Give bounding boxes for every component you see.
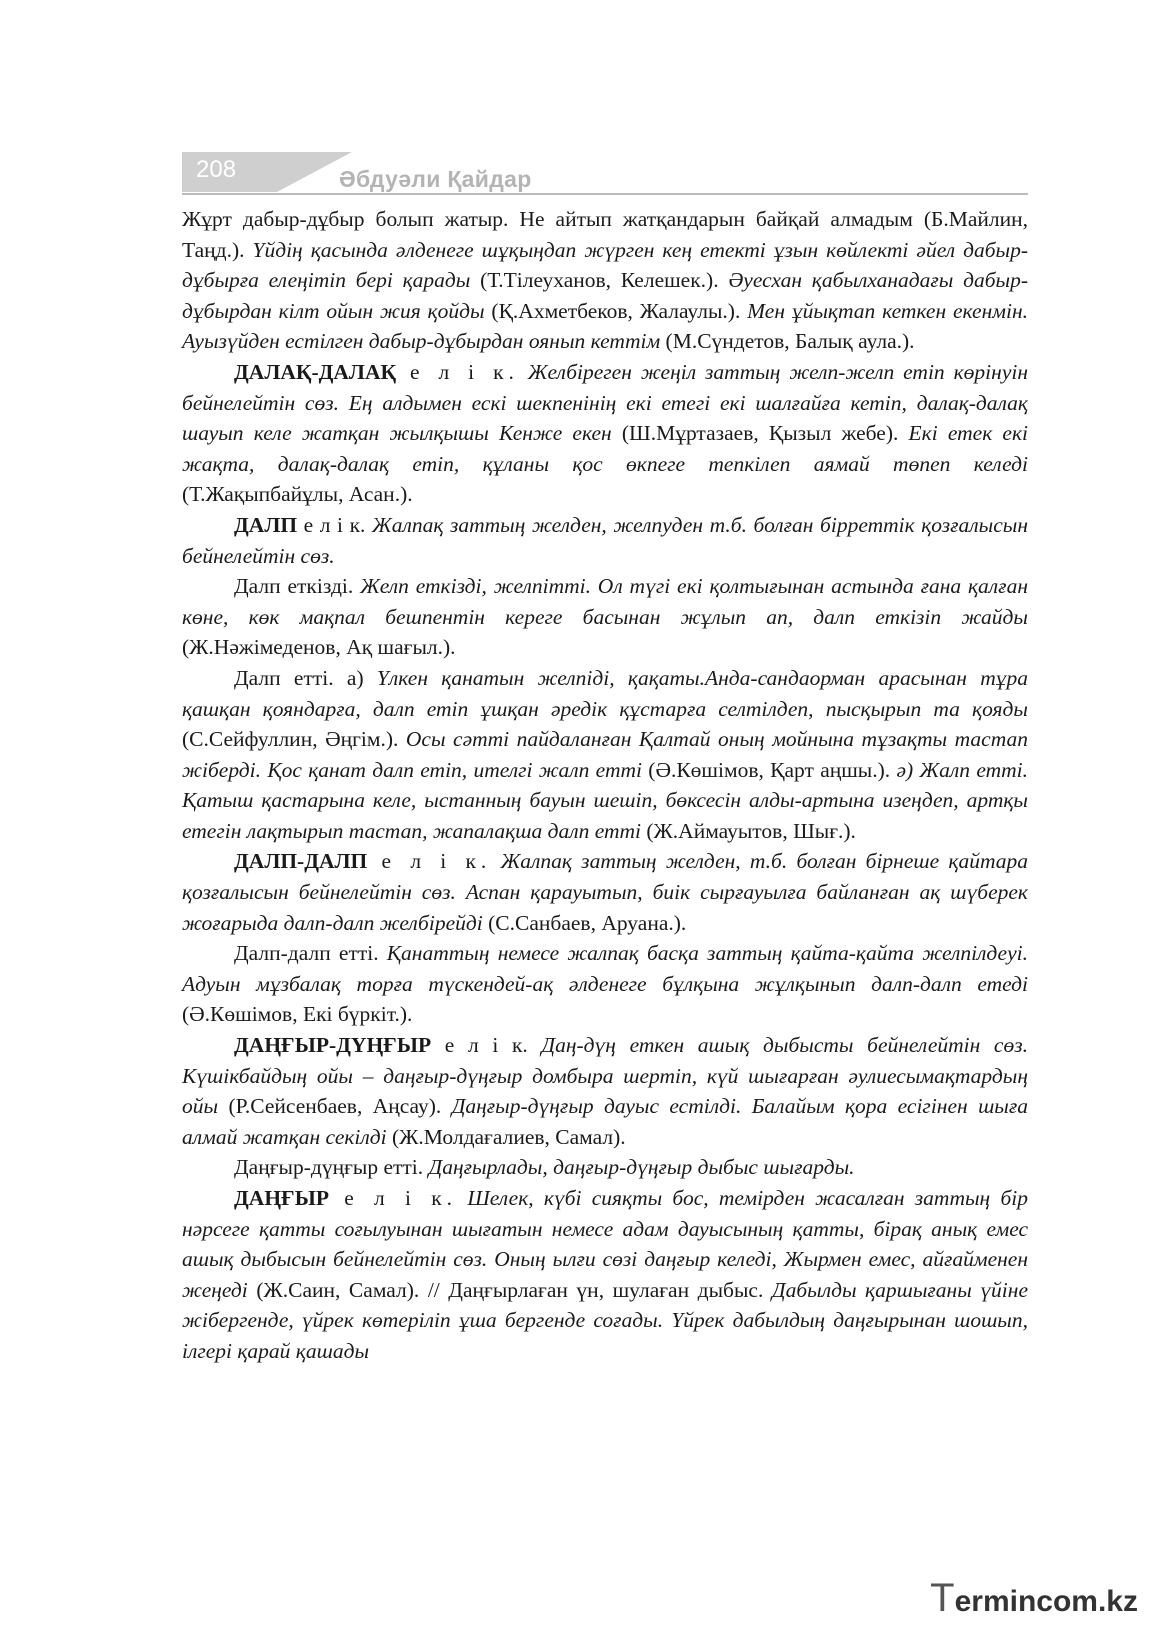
word-class-label: е л і к. [396,359,519,384]
text-run: (Қ.Ахметбеков, Жалаулы.). [484,298,748,323]
paragraph [182,663,1028,847]
book-author: Әбдуәли Қайдар [339,166,532,192]
paragraph [182,357,1028,510]
paragraph [182,846,1028,938]
text-run: Далп еткізді. [234,574,361,599]
italic-text: Осы сәтті пайдаланған Қалтай оның мойнына тұзақты тастап жіберді. Қос қанат далп етіп, ителгі жалп етті [182,727,1028,782]
paragraph [182,571,1028,663]
text-run: (Ш.Мұртазаев, Қызыл жебе). [611,421,909,446]
italic-text: ә) Жалп етті. Қатыш қастарына келе, ыстанның бауын шешіп, бөксесін алды-артына изеңдеп, артқы етегін лақтырып тастап, жапалақша далп етті [182,757,1028,843]
italic-text: Үлкен қанатын желпіді, қақаты.Анда-сандаорман арасынан тұра қашқан қояндарға, далп етіп ұшқан әредік құстарға селтілдеп, пысқырып та қояды [182,665,1028,721]
paragraph [182,1183,1028,1367]
italic-text: Екі етек екі жақта, далақ-далақ етіп, құланы қос өкпеге тепкілеп аямай төпеп келеді [182,421,1029,476]
text-run: е л і к. [297,512,373,537]
text-run: (С.Сейфуллин, Әңгім.). [182,727,406,752]
text-run: (Ә.Көшімов, Қарт аңшы.). [641,757,897,782]
headword: ДАҢҒЫР [234,1186,329,1210]
text-run: (Т.Жақыпбайұлы, Асан.). [182,482,413,507]
paragraph [182,1030,1028,1152]
paragraph [182,510,1028,571]
text-run: Даңғыр-дүңғыр етті. [234,1155,429,1180]
paragraph [182,938,1028,1030]
text-run: (Ж.Саин, Самал). // Даңғырлаған үн, шулаған дыбыс. [247,1277,772,1302]
headword: ДАЛП [234,512,298,537]
italic-text: Шелек, күбі сияқты бос, темірден жасалған заттың бір нәрсеге қатты соғылуынан шығатын немесе адам дауысының қатты, бірақ анық емес ашық дыбысын бейнелейтін сөз. Оның ылғи сөзі даңғыр келеді, Жырмен емес, айғайменен жеңеді [182,1186,1028,1302]
italic-text: Жалпақ заттың желден, т.б. болған бірнеше қайтара қозғалысын бейнелейтін сөз. Аспан қарауытып, биік сырғауылға байланған ақ шүберек жоғарыда далп-далп желбірейді [182,849,1028,935]
word-class-label: е л і к. [367,849,492,874]
text-run: Далп етті. а) [234,665,377,690]
header-divider [182,193,1028,195]
headword: ДАЛАҚ-ДАЛАҚ [234,359,397,384]
italic-text: Мен ұйықтап кеткен екенмін. Ауызүйден естілген дабыр-дұбырдан оянып кеттім [182,298,1028,354]
text-run: е л і к. [431,1033,542,1058]
italic-text: Үйдің қасында әлденеге шұқыңдап жүрген кең етекті ұзын көйлекті әйел дабыр-дұбырға елеңітіп бері қарады [182,237,1028,293]
headword: ДАҢҒЫР-ДҮҢҒЫР [234,1033,432,1058]
paragraph [182,1152,1028,1183]
italic-text: Желп еткізді, желпітті. Ол түгі екі қолтығынан астында ғана қалған көне, көк мақпал бешпентін кереге басынан жұлып ап, далп еткізіп жайды [182,574,1028,629]
text-run: (Ж.Аймауытов, Шығ.). [641,818,856,843]
text-run: (С.Санбаев, Аруана.). [482,910,687,935]
italic-text: Желбіреген жеңіл заттың желп-желп етіп көрінуін бейнелейтін сөз. Ең алдымен ескі шекпенінің екі етегі екі шалғайға кетіп, далақ-далақ шауып келе жатқан жылқышы Кенже екен [182,359,1029,446]
italic-text: Даңғыр-дүңғыр дауыс естілді. Балайым қора есігінен шыға алмай жатқан секілді [182,1094,1028,1149]
page-number: 208 [196,156,237,183]
text-run: (М.Сүндетов, Балық аула.). [660,329,915,354]
text-run: (Ж.Молдағалиев, Самал). [386,1124,626,1149]
italic-text: Даң-дүң еткен ашық дыбысты бейнелейтін сөз. Күшікбайдың ойы – даңғыр-дүңғыр домбыра шертіп, күй шығарған әулиесымақтардың ойы [182,1033,1028,1119]
text-run: Жұрт дабыр-дұбыр болып жатыр. Не айтып жатқандарын байқай алмадым (Б.Майлин, Таңд.). [182,207,1028,262]
text-run [519,360,528,384]
italic-text: Жалпақ заттың желден, желпуден т.б. болған бірреттік қозғалысын бейнелейтін сөз. [182,512,1028,568]
text-run: (Ж.Нәжімеденов, Ақ шағыл.). [182,635,456,660]
running-header [182,150,1028,196]
text-run: Далп-далп етті. [234,941,387,966]
text-run [457,1186,467,1210]
watermark-logo: Termincom.kz [930,1576,1138,1620]
paragraph [182,204,1028,357]
text-run [491,849,500,873]
text-run: (Ә.Көшімов, Екі бүркіт.). [182,1002,413,1027]
italic-text: Дабылды қаршығаны үйіне жібергенде, үйрек көтеріліп ұша бергенде соғады. Үйрек дабылдың даңғырынан шошып, ілгері қарай қашады [182,1277,1028,1363]
text-run: (Т.Тілеуханов, Келешек.). [470,268,729,293]
text-run: (Р.Сейсенбаев, Аңсау). [218,1094,452,1119]
word-class-label: е л і к. [328,1186,458,1210]
headword: ДАЛП-ДАЛП [234,849,368,874]
italic-text: Қанаттың немесе жалпақ басқа заттың қайта-қайта желпілдеуі. Адуын мұзбалақ торға түскендей-ақ әлденеге бұлқына жұлқынып далп-далп етеді [182,941,1028,996]
italic-text: Даңғырлады, даңғыр-дүңғыр дыбыс шығарды. [428,1155,855,1180]
italic-text: Әуесхан қабылханадағы дабыр-дұбырдан кілт ойын жия қойды [182,268,1029,323]
dictionary-text [182,204,1028,1367]
